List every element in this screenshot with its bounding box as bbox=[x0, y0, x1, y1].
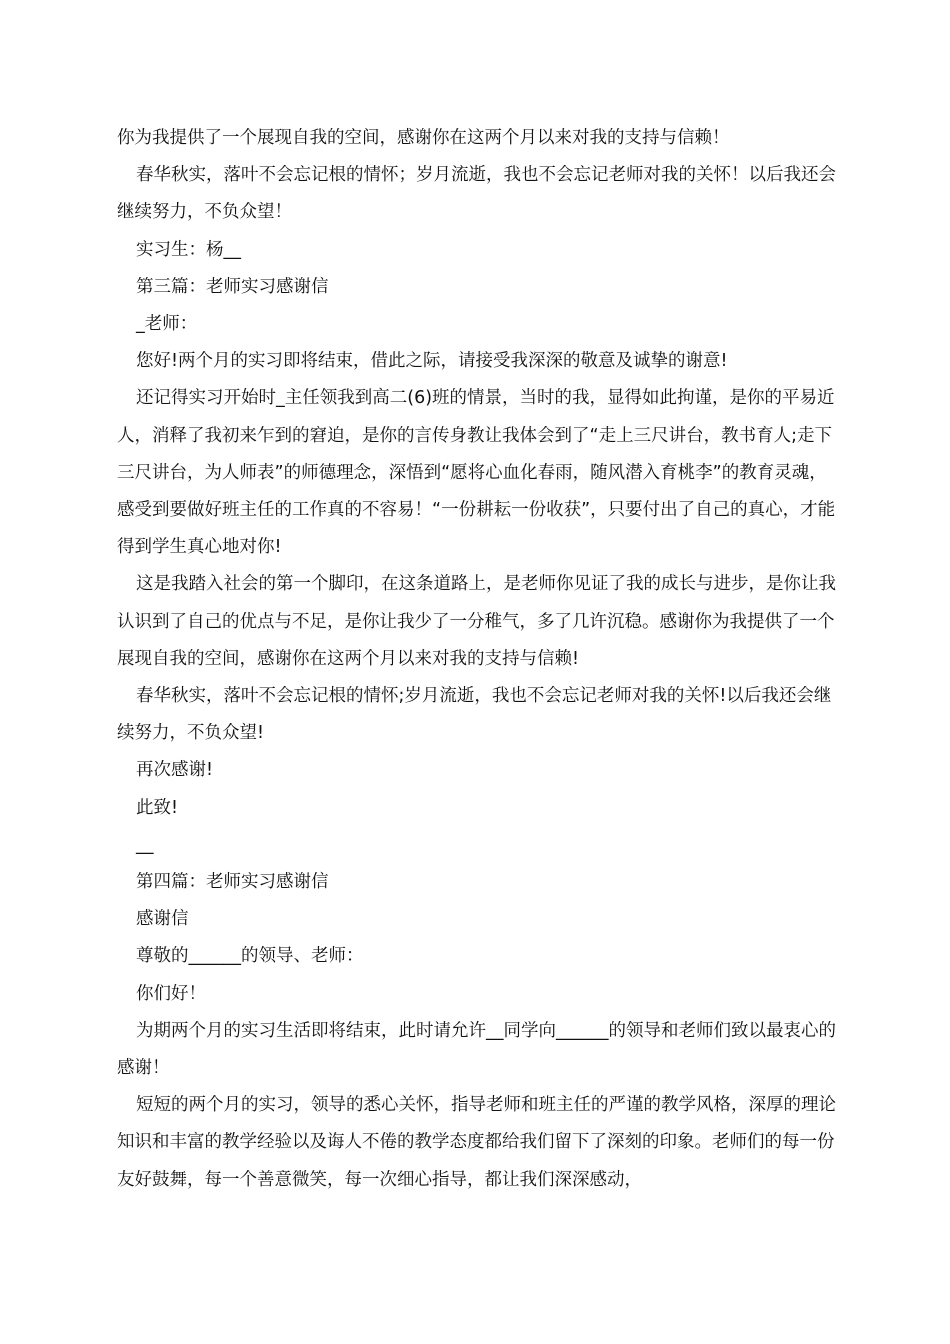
document-page bbox=[117, 120, 837, 1199]
paragraph: 你为我提供了一个展现自我的空间，感谢你在这两个月以来对我的支持与信赖！ bbox=[117, 128, 730, 148]
paragraph: 短短的两个月的实习，领导的悉心关怀，指导老师和班主任的严谨的教学风格，深厚的理论知识和丰富的教学经验以及诲人不倦的教学态度都给我们留下了深刻的印象。老师们的每一份友好鼓舞，每一个善意微笑，每一次细心指导，都让我们深深感动， bbox=[117, 1095, 836, 1190]
paragraph: 您好!两个月的实习即将结束，借此之际，请接受我深深的敬意及诚挚的谢意! bbox=[136, 351, 728, 372]
paragraph: 春华秋实，落叶不会忘记根的情怀；岁月流逝，我也不会忘记老师对我的关怀！以后我还会继续努力，不负众望！ bbox=[117, 165, 836, 223]
section-heading: 第四篇：老师实习感谢信 bbox=[136, 872, 329, 893]
letter-title: 感谢信 bbox=[136, 909, 189, 930]
salutation: _老师： bbox=[136, 314, 198, 335]
closing-line: 此致! bbox=[136, 797, 179, 818]
paragraph: 还记得实习开始时_主任领我到高二(6)班的情景，当时的我，显得如此拘谨，是你的平易近人，消释了我初来乍到的窘迫，是你的言传身教让我体会到了“走上三尺讲台，教书育人;走下三尺讲台，为人师表”的师德理念，深悟到“愿将心血化春雨，随风潜入育桃李”的教育灵魂，感受到要做好班主任的工作真的不容易！“一份耕耘一份收获”，只要付出了自己的真心，才能得到学生真心地对你! bbox=[117, 388, 836, 558]
section-heading: 第三篇：老师实习感谢信 bbox=[136, 276, 329, 297]
signature-blank: __ bbox=[136, 834, 154, 855]
greeting: 你们好！ bbox=[136, 983, 206, 1004]
paragraph: 春华秋实，落叶不会忘记根的情怀;岁月流逝，我也不会忘记老师对我的关怀!以后我还会继续努力，不负众望! bbox=[117, 686, 832, 744]
signature-line: 实习生：杨__ bbox=[136, 239, 241, 260]
paragraph: 这是我踏入社会的第一个脚印，在这条道路上，是老师你见证了我的成长与进步，是你让我认识到了自己的优点与不足，是你让我少了一分稚气，多了几许沉稳。感谢你为我提供了一个展现自我的空间，感谢你在这两个月以来对我的支持与信赖! bbox=[117, 574, 836, 669]
paragraph: 为期两个月的实习生活即将结束，此时请允许__同学向______的领导和老师们致以最衷心的感谢！ bbox=[117, 1020, 836, 1079]
closing-line: 再次感谢! bbox=[136, 760, 214, 781]
salutation: 尊敬的______的领导、老师： bbox=[136, 946, 364, 967]
